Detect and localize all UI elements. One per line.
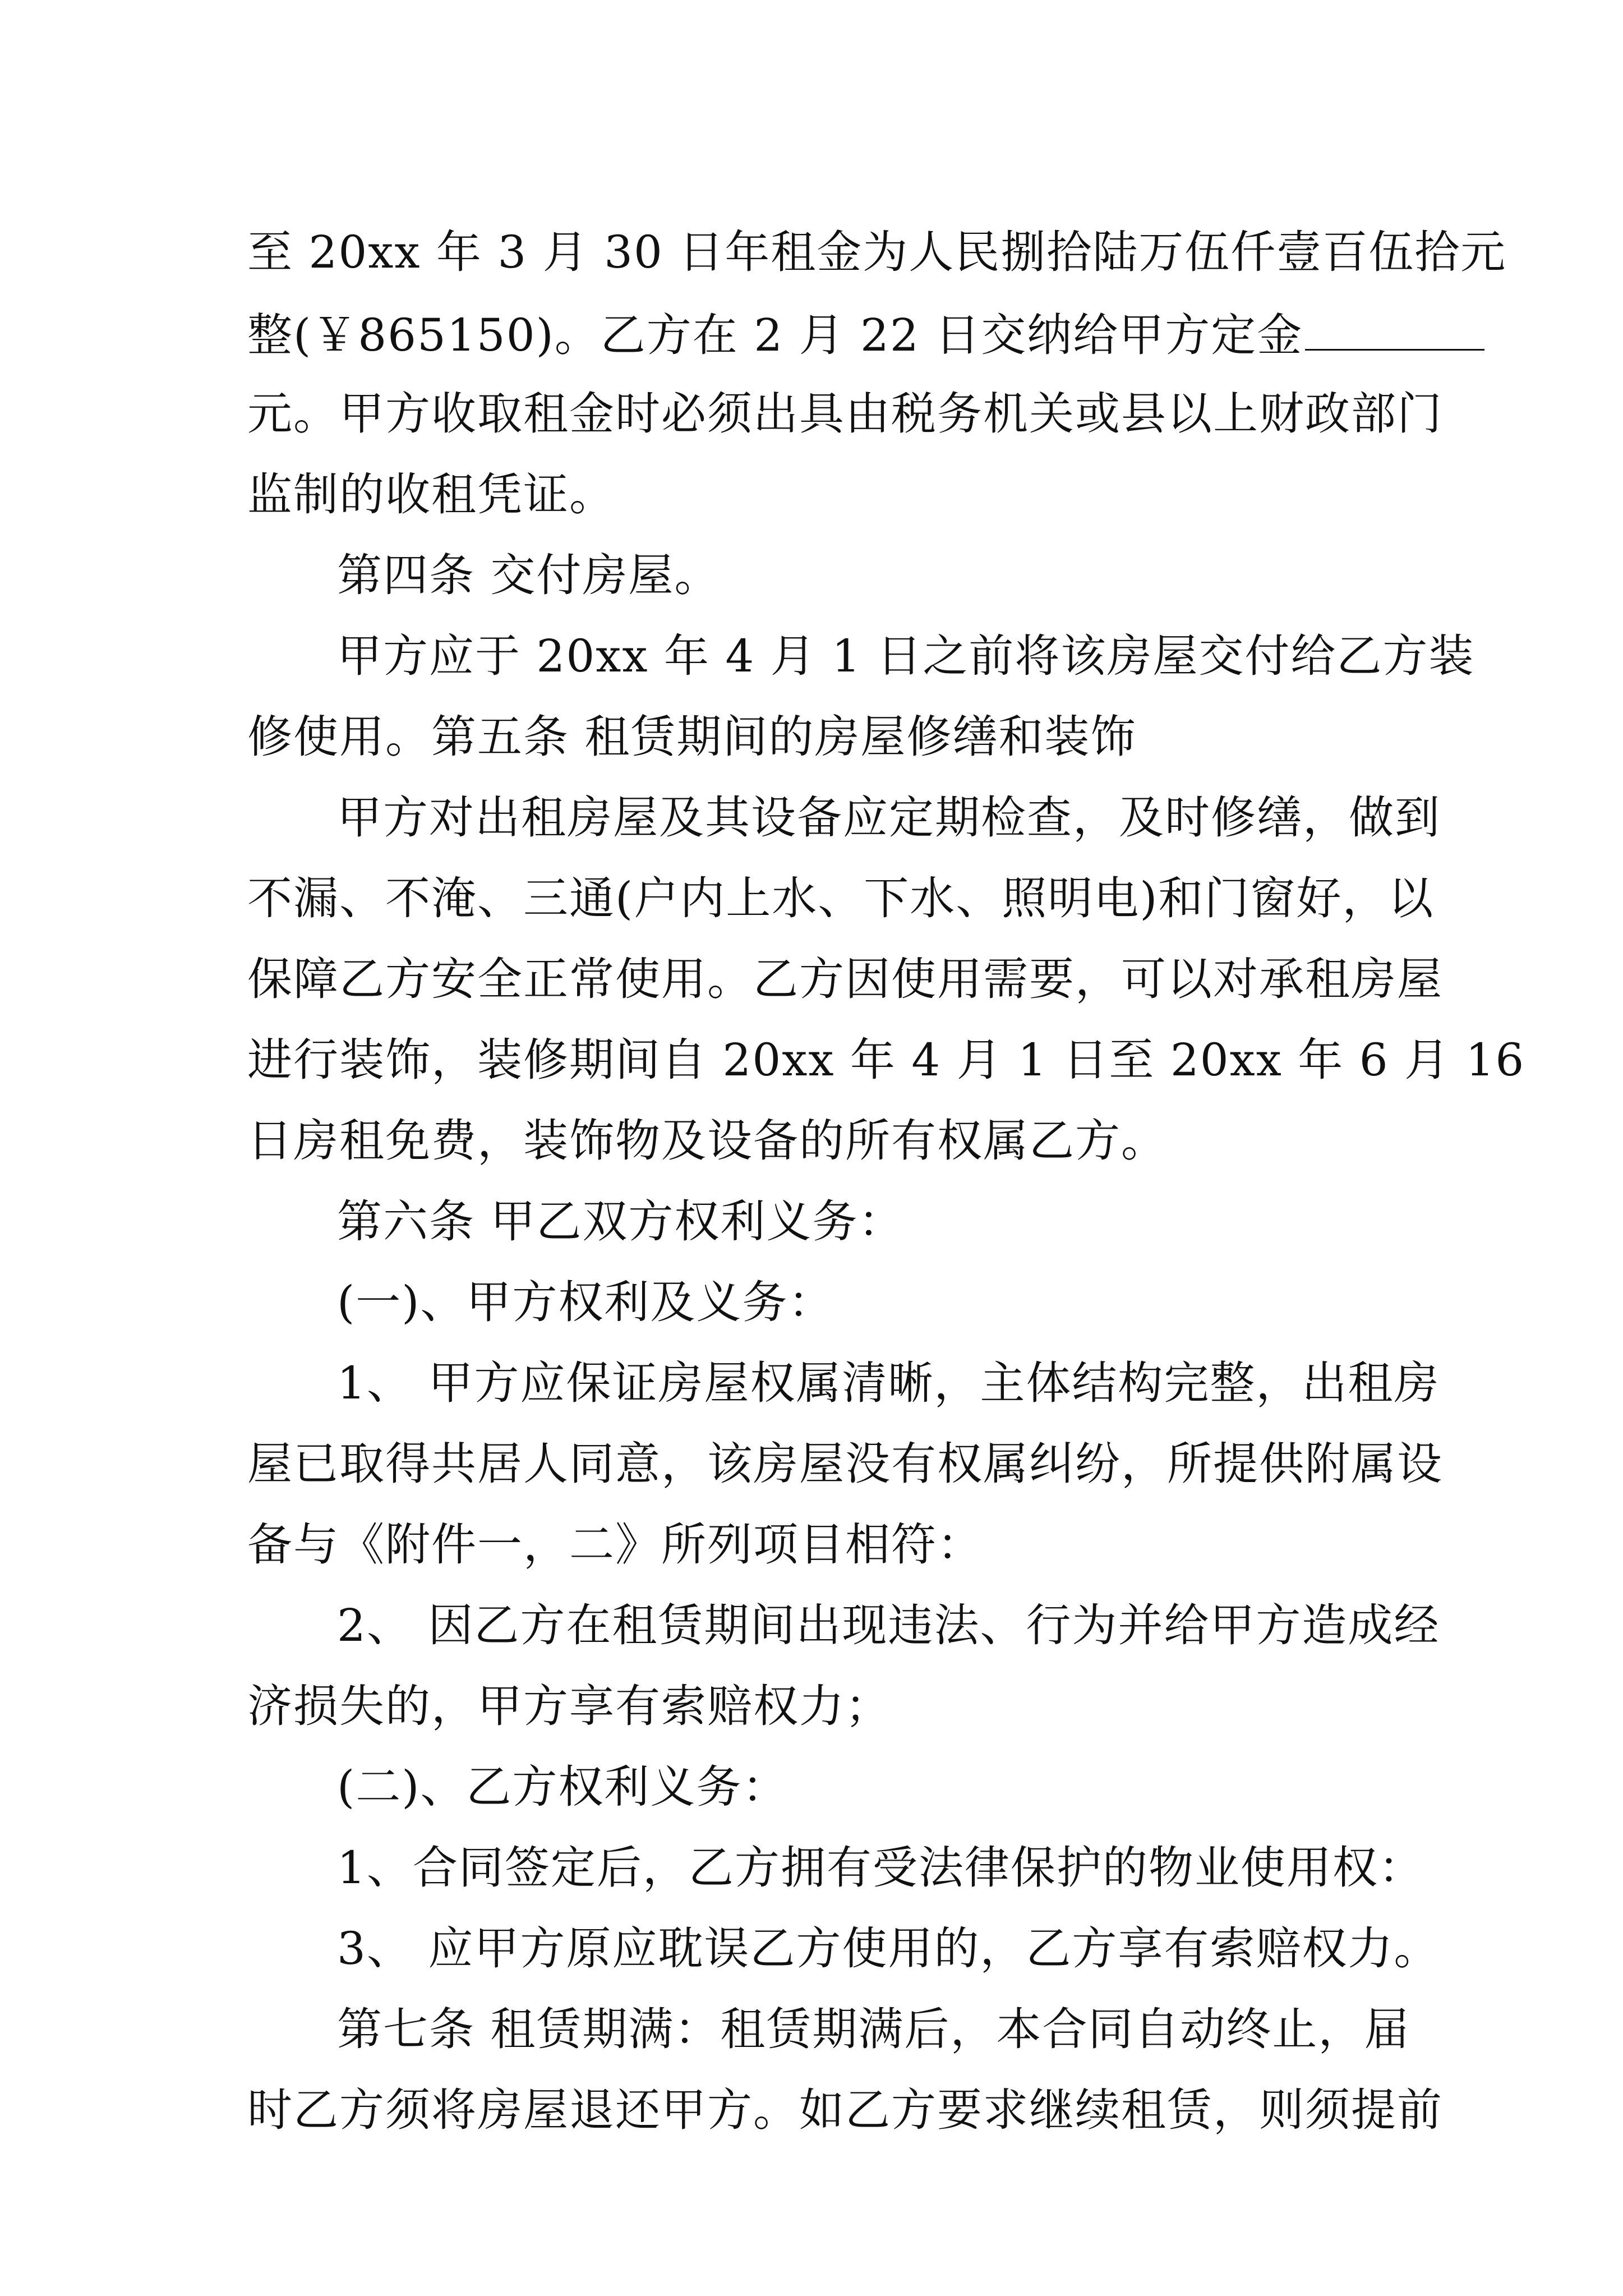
text-line-2-content: 整(￥865150)。乙方在 2 月 22 日交纳给甲方定金: [247, 309, 1303, 361]
text-line-10: 保障乙方安全正常使用。乙方因使用需要，可以对承租房屋: [247, 953, 1443, 1005]
contract-body: [247, 212, 1525, 2151]
text-line-18: 2、 因乙方在租赁期间出现违法、行为并给甲方造成经: [337, 1599, 1440, 1651]
text-line-2: [247, 293, 1380, 374]
article-six-heading: 第六条 甲乙双方权利义务：: [337, 1195, 905, 1248]
section-two-heading: (二)、乙方权利义务：: [337, 1761, 789, 1813]
text-line-17: 备与《附件一，二》所列项目相符：: [247, 1519, 983, 1571]
text-line-11: 进行装饰，装修期间自 20xx 年 4 月 1 日至 20xx 年 6 月 16: [247, 1034, 1525, 1086]
section-one-heading: (一)、甲方权利及义务：: [337, 1276, 834, 1328]
text-line-3: 元。甲方收取租金时必须出具由税务机关或县以上财政部门: [247, 388, 1443, 440]
deposit-blank-underline: [1305, 293, 1484, 351]
text-line-19: 济损失的，甲方享有索赔权力；: [247, 1680, 891, 1732]
text-line-22: 3、 应甲方原应耽误乙方使用的，乙方享有索赔权力。: [337, 1922, 1440, 1975]
article-seven-line: 第七条 租赁期满：租赁期满后，本合同自动终止，届: [337, 2003, 1410, 2055]
text-line-8: 甲方对出租房屋及其设备应定期检查，及时修缮，做到: [337, 792, 1441, 844]
text-line-24: 时乙方须将房屋退还甲方。如乙方要求继续租赁，则须提前: [247, 2084, 1443, 2136]
text-line-4: 监制的收租凭证。: [247, 468, 615, 521]
text-line-16: 屋已取得共居人同意，该房屋没有权属纠纷，所提供附属设: [247, 1438, 1443, 1490]
article-four-heading: 第四条 交付房屋。: [337, 549, 721, 601]
text-line-12: 日房租免费，装饰物及设备的所有权属乙方。: [247, 1115, 1167, 1167]
text-line-9: 不漏、不淹、三通(户内上水、下水、照明电)和门窗好，以: [247, 872, 1435, 924]
text-line-1: 至 20xx 年 3 月 30 日年租金为人民捌拾陆万伍仟壹百伍拾元: [247, 226, 1507, 278]
text-line-21: 1、合同签定后，乙方拥有受法律保护的物业使用权：: [337, 1842, 1424, 1894]
text-line-7: 修使用。第五条 租赁期间的房屋修缮和装饰: [247, 711, 1137, 763]
text-line-6: 甲方应于 20xx 年 4 月 1 日之前将该房屋交付给乙方装: [337, 630, 1475, 682]
text-line-15: 1、 甲方应保证房屋权属清晰，主体结构完整，出租房: [337, 1357, 1440, 1409]
